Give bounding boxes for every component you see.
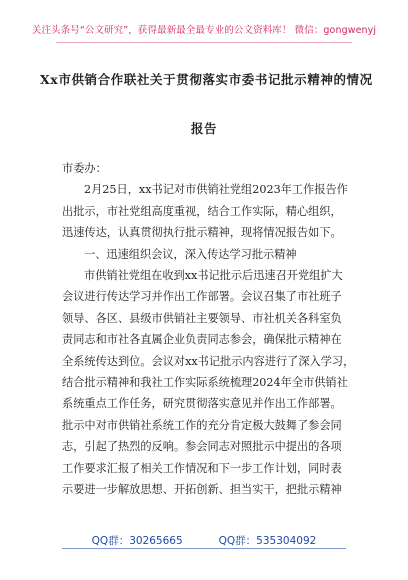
paragraph-line: 示要进一步解放思想、开拓创新、担当实干，把批示精神 xyxy=(62,483,342,497)
header-banner: 关注头条号“公文研究”，获得最新最全最专业的公文资料库！ 微信：gongwenyj xyxy=(31,25,377,36)
salutation: 市委办： xyxy=(62,162,107,175)
paragraph-line: 志，引起了热烈的反响。参会同志对照批示中提出的各项 xyxy=(62,440,342,454)
paragraph-line: 全系统传达到位。会议对xx书记批示内容进行了深入学习， xyxy=(62,354,354,368)
footer-contact xyxy=(0,533,408,548)
qq-group-1: QQ群：30265665 xyxy=(91,535,183,547)
paragraph-line: 工作要求汇报了相关工作情况和下一步工作计划，同时表 xyxy=(62,461,342,475)
document-title-line-1: Xx市供销合作联社关于贯彻落实市委书记批示精神的情况 xyxy=(40,72,373,87)
paragraph-line: 责同志和市社各直属企业负责同志参会，确保批示精神在 xyxy=(62,333,342,347)
paragraph-line: 结合批示精神和我社工作实际系统梳理2024年全市供销社 xyxy=(62,376,348,390)
paragraph-line: 会议进行传达学习并作出工作部署。会议召集了市社班子 xyxy=(62,290,342,304)
section-heading: 一、迅速组织会议，深入传达学习批示精神 xyxy=(84,247,297,261)
qq-group-2: QQ群：535304092 xyxy=(218,535,317,547)
header-divider xyxy=(56,42,352,43)
paragraph-line: 出批示，市社党组高度重视，结合工作实际，精心组织， xyxy=(62,204,342,218)
paragraph-line: 迅速传达，认真贯彻执行批示精神，现将情况报告如下。 xyxy=(62,226,342,240)
document-body xyxy=(62,158,354,501)
paragraph-line: 系统重点工作任务，研究贯彻落实意见并作出工作部署。 xyxy=(62,397,342,411)
footer-underline xyxy=(62,548,346,549)
document-title-line-2: 报告 xyxy=(190,121,218,136)
paragraph-line: 批示中对市供销社系统工作的充分肯定极大鼓舞了参会同 xyxy=(62,418,342,432)
paragraph-line: 市供销社党组在收到xx书记批示后迅速召开党组扩大 xyxy=(84,269,343,283)
paragraph-line: 2月25日，xx书记对市供销社党组2023年工作报告作 xyxy=(84,183,348,197)
paragraph-line: 领导、各区、县级市供销社主要领导、市社机关各科室负 xyxy=(62,311,342,325)
